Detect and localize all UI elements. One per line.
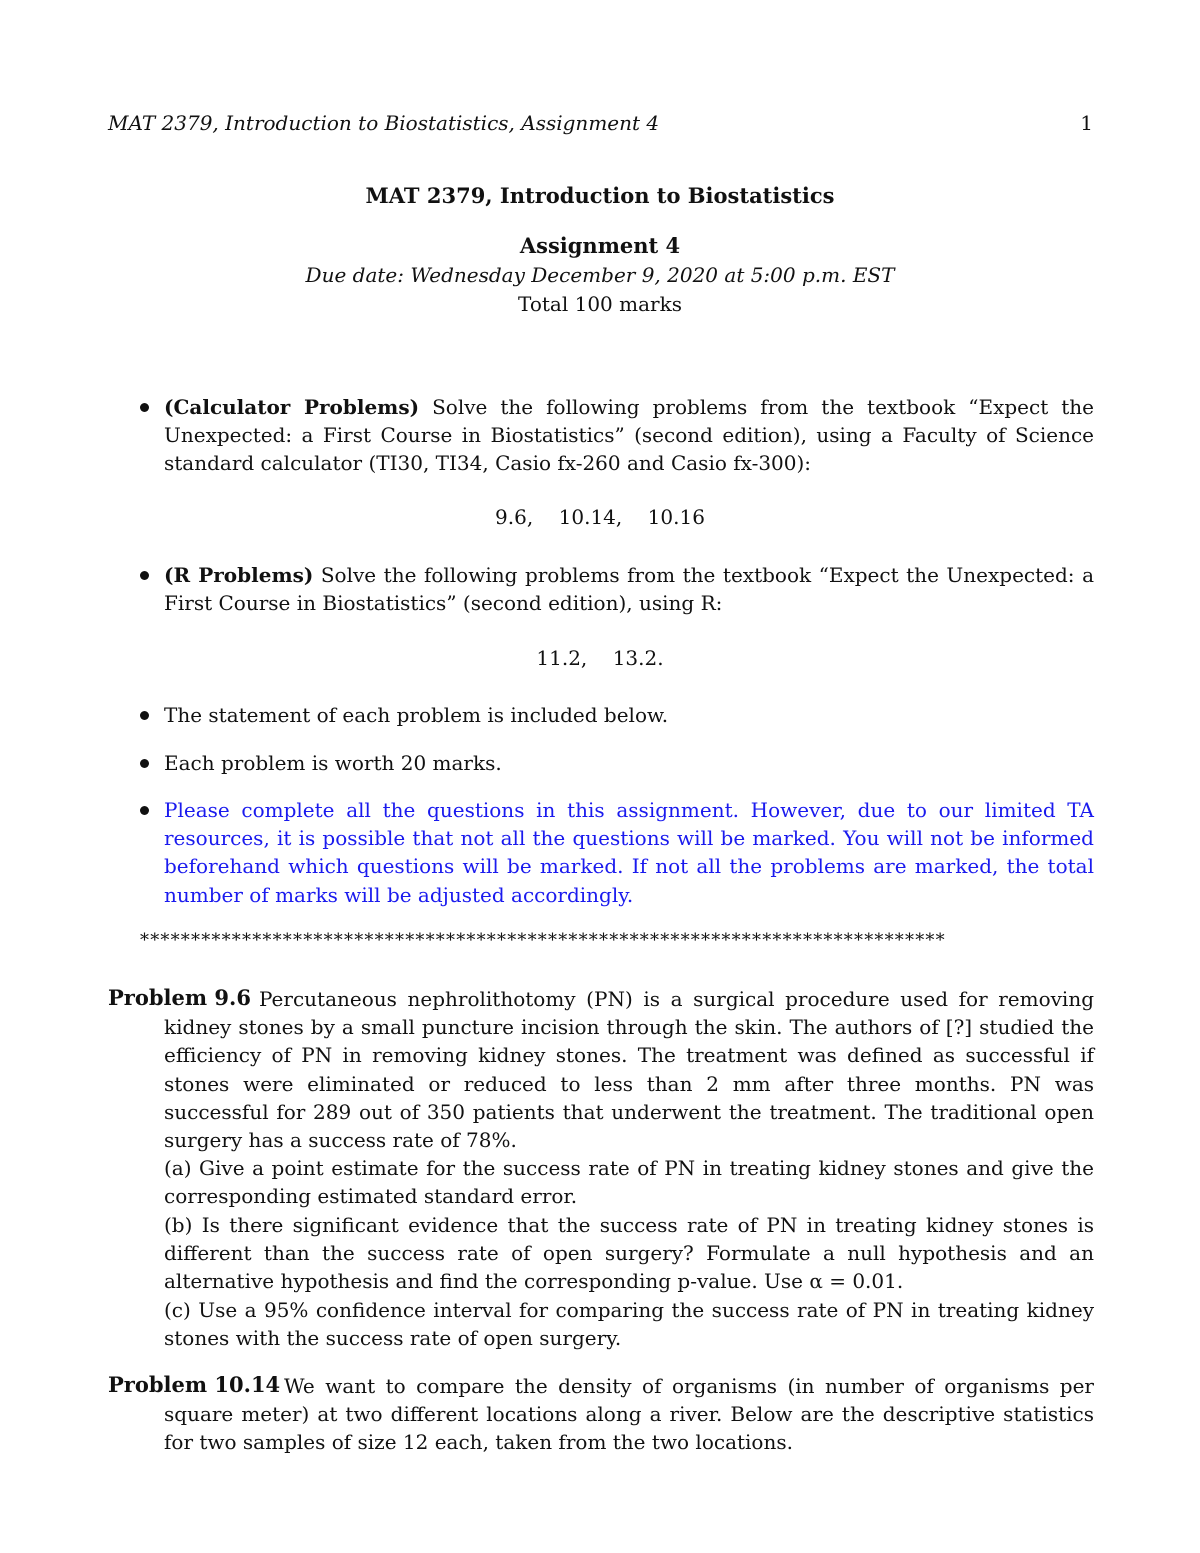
- problem-10-14-intro: We want to compare the density of organisms (in number of organisms per square meter) at two different locations along a river. Below are the descriptive statistics for two samples of size 12 each, taken from the two locations.: [164, 1374, 1094, 1455]
- calculator-problems-bullet: [164, 393, 1094, 478]
- problem-9-6-part-b: (b) Is there significant evidence that the success rate of PN in treating kidney stones is different than the success rate of open surgery? Formulate a null hypothesis and an alternative hypothesis and find the corresponding p-value. Use α = 0.01.: [164, 1213, 1094, 1294]
- problem-9-6-label: Problem 9.6: [108, 985, 251, 1010]
- running-header: MAT 2379, Introduction to Biostatistics, Assignment 4: [108, 111, 660, 135]
- r-problems-text: Solve the following problems from the textbook “Expect the Unexpected: a First Course in Biostatistics” (second edition), using R:: [164, 563, 1094, 616]
- total-marks: Total 100 marks: [518, 292, 682, 316]
- worth-note: Each problem is worth 20 marks.: [164, 751, 502, 775]
- problem-10-14-label: Problem 10.14: [108, 1372, 281, 1397]
- r-problems-bullet: [164, 561, 1094, 617]
- problem-9-6-intro: Percutaneous nephrolithotomy (PN) is a surgical procedure used for removing kidney stones by a small puncture incision through the skin. The authors of [?] studied the efficiency of PN in removing kidney stones. The treatment was defined as successful if stones were eliminated or reduced to less than 2 mm after three months. PN was successful for 289 out of 350 patients that underwent the treatment. The traditional open surgery has a success rate of 78%.: [164, 987, 1094, 1153]
- r-problems-label: (R Problems): [164, 563, 314, 587]
- separator-line: *******************************************************************************: [140, 930, 946, 951]
- bullet-icon: [140, 571, 149, 580]
- course-title: MAT 2379, Introduction to Biostatistics: [365, 183, 835, 208]
- page-number: 1: [1080, 111, 1093, 135]
- bullet-icon: [140, 806, 149, 815]
- bullet-icon: [140, 759, 149, 768]
- calculator-problem-list: 9.6, 10.14, 10.16: [495, 505, 705, 529]
- assignment-title: Assignment 4: [519, 233, 681, 258]
- calculator-problems-label: (Calculator Problems): [164, 395, 420, 419]
- ta-resources-note: Please complete all the questions in this assignment. However, due to our limited TA resources, it is possible that not all the questions will be marked. You will not be informed beforehand which questions will be marked. If not all the problems are marked, the total number of marks will be adjusted accordingly.: [164, 798, 1094, 907]
- problem-9-6-part-c: (c) Use a 95% confidence interval for comparing the success rate of PN in treating kidney stones with the success rate of open surgery.: [164, 1298, 1094, 1351]
- due-date: Due date: Wednesday December 9, 2020 at 5:00 p.m. EST: [305, 263, 895, 287]
- statement-note: The statement of each problem is included below.: [164, 703, 669, 727]
- bullet-icon: [140, 711, 149, 720]
- problem-9-6-part-a: (a) Give a point estimate for the success rate of PN in treating kidney stones and give the corresponding estimated standard error.: [164, 1156, 1094, 1209]
- bullet-icon: [140, 403, 149, 412]
- r-problem-list: 11.2, 13.2.: [536, 646, 664, 670]
- calculator-problems-text: Solve the following problems from the textbook “Expect the Unexpected: a First Course in Biostatistics” (second edition), using a Faculty of Science standard calculator (TI30, TI34, Casio fx-260 and Casio fx-300):: [164, 395, 1094, 476]
